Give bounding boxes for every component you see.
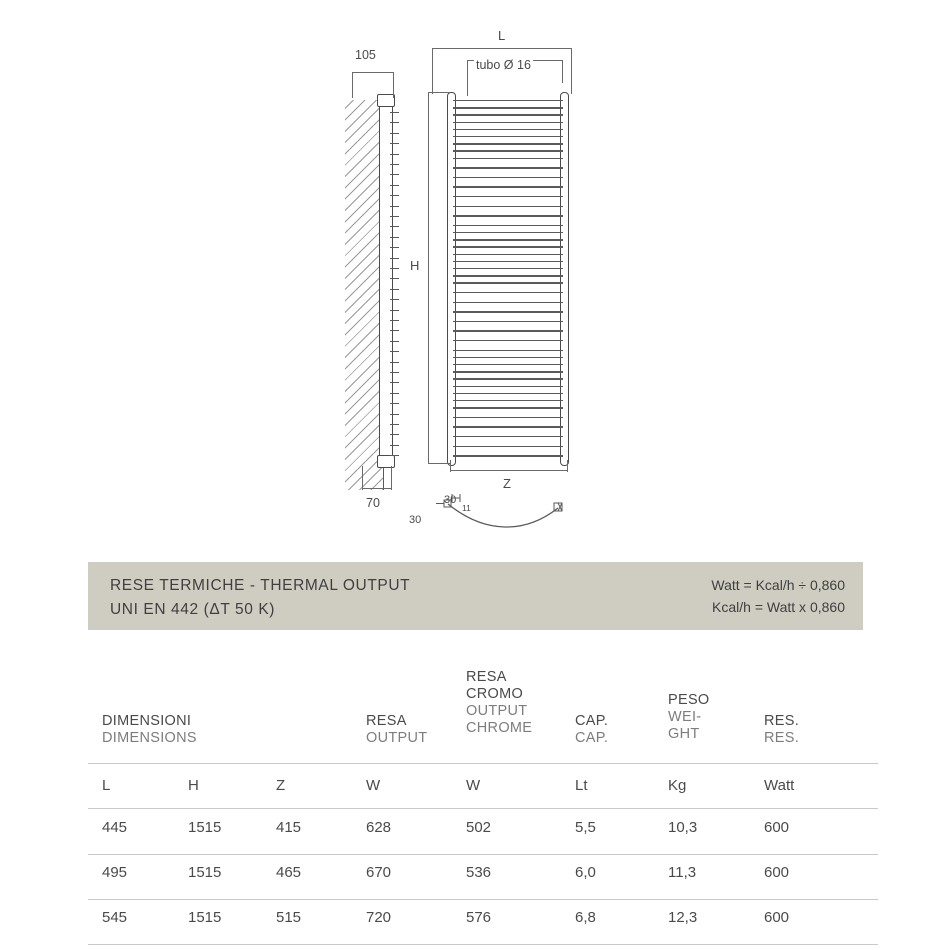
dim-70-line	[362, 488, 392, 489]
front-view-tube	[453, 455, 563, 456]
header-resa-cromo-extra2: CHROME	[466, 720, 533, 737]
table-cell: 12,3	[668, 909, 698, 926]
header-peso-main: PESO	[668, 692, 710, 708]
front-view-tube	[453, 446, 563, 447]
table-header-row	[88, 655, 878, 763]
table-unit-cell: W	[366, 777, 381, 794]
detail-30-top-label: 30	[444, 494, 457, 506]
front-view-tube	[453, 302, 563, 303]
header-res-main: RES.	[764, 713, 800, 729]
dim-h-tick-bottom	[428, 463, 450, 464]
side-view-bar	[390, 133, 399, 134]
header-peso-extra: GHT	[668, 726, 700, 743]
header-dimensioni-main: DIMENSIONI	[102, 713, 192, 729]
table-unit-cell: H	[188, 777, 199, 794]
header-cap	[575, 713, 608, 747]
front-view-tube	[453, 196, 563, 197]
header-resa	[366, 713, 427, 747]
side-view-bar	[390, 268, 399, 269]
header-resa-cromo-extra: OUTPUT	[466, 703, 528, 720]
front-view-tube	[453, 129, 563, 130]
table-cell: 670	[366, 864, 392, 881]
side-view-bar	[390, 174, 399, 175]
front-view-tube	[453, 114, 563, 115]
front-view-right-rail	[560, 92, 569, 466]
table-cell: 536	[466, 864, 492, 881]
front-view-radiator	[447, 92, 569, 464]
table-rule-units	[88, 808, 878, 809]
header-resa-sub: OUTPUT	[366, 730, 428, 747]
dim-z-line	[450, 470, 568, 471]
table-cell: 465	[276, 864, 302, 881]
side-view-bar	[390, 164, 399, 165]
front-view-tube	[453, 350, 563, 351]
side-view-bar	[390, 143, 399, 144]
dim-l-label: L	[498, 28, 506, 43]
tube-callout-leader	[467, 82, 468, 96]
side-view-bar	[390, 320, 399, 321]
dim-h-label: H	[410, 258, 420, 273]
side-view-bar	[390, 258, 399, 259]
side-view-bar	[390, 299, 399, 300]
dim-l-line	[432, 48, 572, 49]
table-rule-top	[88, 763, 878, 764]
side-view-bar	[390, 455, 399, 456]
front-view-tube	[453, 232, 563, 233]
detail-30-left-label: 30	[409, 514, 422, 526]
side-view-bar	[390, 289, 399, 290]
front-view-tube	[453, 330, 563, 331]
table-cell: 6,8	[575, 909, 596, 926]
side-view-bar	[390, 362, 399, 363]
front-view-tube	[453, 150, 563, 151]
side-view-bar	[390, 403, 399, 404]
front-view-tube	[453, 143, 563, 144]
side-view-bar	[390, 216, 399, 217]
front-view-tube	[453, 311, 563, 312]
side-view-bar	[390, 185, 399, 186]
dim-z-label: Z	[503, 476, 511, 491]
dim-70-tick-right	[391, 466, 392, 490]
side-view-bar	[390, 247, 399, 248]
table-cell: 1515	[188, 909, 222, 926]
front-view-tube	[453, 282, 563, 283]
table-cell: 5,5	[575, 819, 596, 836]
side-view-bar	[390, 445, 399, 446]
front-view-tube	[453, 407, 563, 408]
banner-title-line2: UNI EN 442 (ΔT 50 K)	[110, 601, 276, 619]
front-view-tube	[453, 225, 563, 226]
table-cell: 502	[466, 819, 492, 836]
table-cell: 11,3	[668, 864, 697, 881]
conversion-line1: Watt = Kcal/h ÷ 0,860	[711, 577, 845, 593]
front-view-tube	[453, 215, 563, 216]
table-cell: 1515	[188, 864, 222, 881]
front-view-tube	[453, 400, 563, 401]
front-view-tube	[453, 158, 563, 159]
table-cell: 628	[366, 819, 392, 836]
conversion-line2: Kcal/h = Watt x 0,860	[712, 599, 845, 616]
dim-70-tick-left	[362, 466, 363, 490]
table-cell: 545	[102, 909, 128, 926]
table-unit-cell: Watt	[764, 777, 795, 794]
table-cell: 515	[276, 909, 302, 926]
side-view-bottom-cap	[377, 455, 395, 468]
front-view-tube	[453, 386, 563, 387]
front-view-tube	[453, 136, 563, 137]
header-resa-cromo-sub: CROMO	[466, 686, 524, 703]
table-cell: 445	[102, 819, 128, 836]
dim-l-tick-right	[571, 48, 572, 94]
front-view-tube	[453, 364, 563, 365]
front-view-tube	[453, 275, 563, 276]
table-cell: 415	[276, 819, 302, 836]
front-view-tube	[453, 371, 563, 372]
dim-105-label: 105	[355, 48, 376, 62]
table-cell: 495	[102, 864, 128, 881]
table-unit-cell: Lt	[575, 777, 588, 794]
side-view-bar	[390, 310, 399, 311]
table-unit-cell: L	[102, 777, 111, 794]
front-view-tube	[453, 436, 563, 437]
banner-title-line1: RESE TERMICHE - THERMAL OUTPUT	[110, 577, 411, 594]
front-view-tube	[453, 254, 563, 255]
table-cell: 600	[764, 909, 790, 926]
wall-hatch-icon	[345, 100, 383, 490]
table-row	[88, 807, 878, 852]
front-view-tube	[453, 100, 563, 101]
header-dimensioni-sub: DIMENSIONS	[102, 730, 197, 747]
table-rule-1	[88, 854, 878, 855]
header-res	[764, 713, 799, 747]
dim-105-tick-left	[352, 72, 353, 98]
front-view-tube	[453, 357, 563, 358]
table-cell: 576	[466, 909, 492, 926]
side-view-bar	[390, 112, 399, 113]
front-view-tube	[453, 186, 563, 187]
front-view-left-rail	[447, 92, 456, 466]
header-peso-sub: WEI-	[668, 709, 702, 726]
header-resa-main: RESA	[366, 713, 407, 729]
header-resa-cromo-main: RESA	[466, 669, 507, 685]
front-view-tube	[453, 340, 563, 341]
front-view-tube	[453, 261, 563, 262]
side-view-bar	[390, 226, 399, 227]
side-view-bar	[390, 372, 399, 373]
table-unit-cell: Z	[276, 777, 286, 794]
thermal-output-banner	[88, 562, 863, 630]
banner-title	[110, 574, 410, 622]
side-view-bar	[390, 393, 399, 394]
front-view-tube	[453, 393, 563, 394]
dim-105-tick-right	[393, 72, 394, 98]
header-cap-sub: CAP.	[575, 730, 609, 747]
table-units-row	[88, 763, 878, 807]
table-cell: 720	[366, 909, 392, 926]
side-view-bar	[390, 341, 399, 342]
side-view-bar	[390, 414, 399, 415]
header-res-sub: RES.	[764, 730, 800, 747]
side-view-bar	[390, 122, 399, 123]
dim-z-tick-left	[450, 460, 451, 472]
side-view-bar	[390, 382, 399, 383]
header-cap-main: CAP.	[575, 713, 609, 729]
banner-conversion	[711, 574, 845, 619]
table-unit-cell: W	[466, 777, 481, 794]
table-cell: 6,0	[575, 864, 596, 881]
table-cell: 600	[764, 864, 790, 881]
side-view-bar	[390, 237, 399, 238]
header-resa-cromo	[466, 669, 532, 737]
front-view-tube	[453, 246, 563, 247]
header-peso	[668, 692, 710, 743]
front-view-tube	[453, 122, 563, 123]
front-view-tube	[453, 239, 563, 240]
dim-h-line	[428, 92, 429, 464]
table-rule-3	[88, 944, 878, 945]
dim-z-tick-right	[567, 460, 568, 472]
front-view-tube	[453, 426, 563, 427]
table-cell: 1515	[188, 819, 222, 836]
side-view-bar	[390, 154, 399, 155]
side-view-bar	[390, 424, 399, 425]
table-row	[88, 897, 878, 942]
table-cell: 10,3	[668, 819, 698, 836]
side-view-bar	[390, 206, 399, 207]
table-body	[88, 807, 878, 942]
side-view-bar	[390, 351, 399, 352]
front-view-tube	[453, 206, 563, 207]
front-view-tube	[453, 107, 563, 108]
table-rule-2	[88, 899, 878, 900]
table-cell: 600	[764, 819, 790, 836]
header-dimensioni	[102, 713, 197, 747]
tube-diameter-label: tubo Ø 16	[476, 58, 531, 72]
front-view-tube	[453, 378, 563, 379]
front-view-tube	[453, 292, 563, 293]
dim-105-line	[352, 72, 394, 73]
table-row	[88, 852, 878, 897]
side-view-bar	[390, 434, 399, 435]
front-view-tube	[453, 167, 563, 168]
detail-11-label: 11	[462, 503, 471, 513]
front-view-tube	[453, 177, 563, 178]
front-view-tube	[453, 268, 563, 269]
front-view-tube	[453, 321, 563, 322]
side-view-bar	[390, 278, 399, 279]
table-unit-cell: Kg	[668, 777, 687, 794]
side-view-bar	[390, 195, 399, 196]
dim-70-label: 70	[366, 496, 380, 510]
side-view-bar	[390, 330, 399, 331]
dim-l-tick-left	[432, 48, 433, 94]
front-view-tube	[453, 417, 563, 418]
